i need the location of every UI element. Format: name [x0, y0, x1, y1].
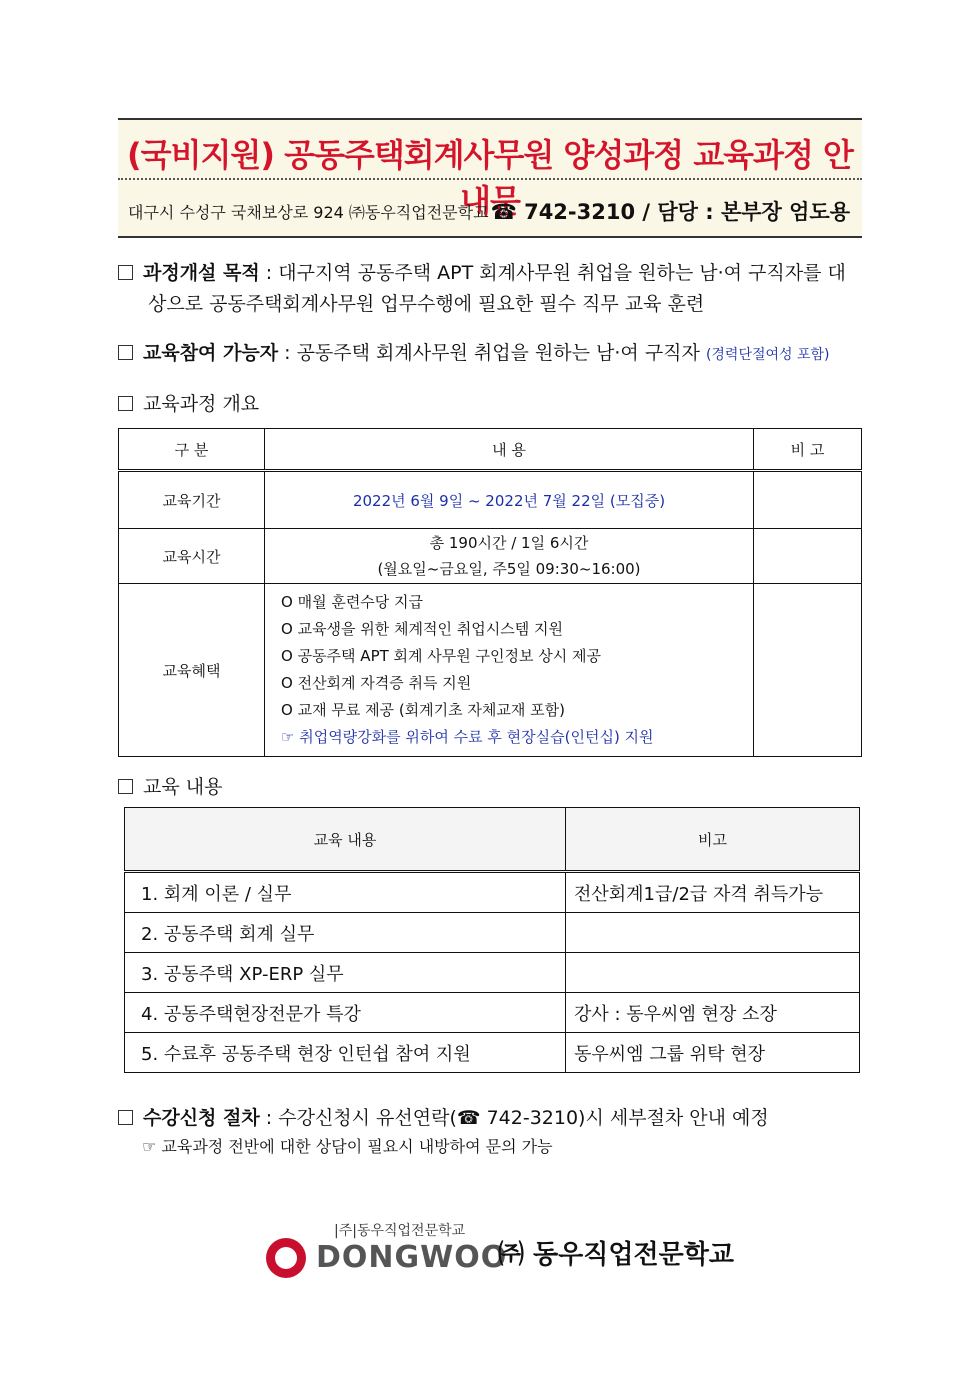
hours-line-1: 총 190시간 / 1일 6시간: [429, 534, 589, 552]
purpose-text: : 대구지역 공동주택 APT 회계사무원 취업을 원하는 남·여 구직자를 대: [259, 262, 846, 284]
hours-line-2: (월요일~금요일, 주5일 09:30~16:00): [377, 560, 641, 578]
content-note: [566, 953, 860, 993]
content-item: 1. 회계 이론 / 실무: [125, 872, 566, 913]
content-label: 교육 내용: [143, 776, 223, 798]
table-row: [125, 953, 860, 993]
apply-label: 수강신청 절차: [143, 1107, 260, 1129]
row-label: 교육기간: [119, 471, 265, 529]
header-address: 대구시 수성구 국채보상로 924 ㈜동우직업전문학교: [128, 203, 489, 222]
eligible-text: : 공동주택 회계사무원 취업을 원하는 남·여 구직자: [278, 342, 706, 364]
table-row: [119, 584, 862, 757]
content-item: 2. 공동주택 회계 실무: [125, 913, 566, 953]
table-header: 내 용: [265, 429, 754, 471]
header-phone: ☎ 742-3210 / 담당 : 본부장 엄도용: [490, 200, 850, 224]
table-row: [125, 872, 860, 913]
content-heading: [118, 772, 864, 803]
checkbox-icon: [118, 396, 133, 411]
benefit-extra: ☞ 취업역량강화를 위하여 수료 후 현장실습(인턴십) 지원: [281, 728, 654, 746]
content-item: 3. 공동주택 XP-ERP 실무: [125, 953, 566, 993]
footer-logo: [266, 1220, 746, 1280]
content-note: 전산회계1급/2급 자격 취득가능: [566, 872, 860, 913]
content-item: 4. 공동주택현장전문가 특강: [125, 993, 566, 1033]
benefit-item: O 교육생을 위한 체계적인 취업시스템 지원: [281, 620, 563, 638]
eligible-note: (경력단절여성 포함): [705, 347, 830, 363]
overview-label: 교육과정 개요: [143, 393, 260, 415]
note-cell: [754, 529, 862, 584]
purpose-section: [118, 258, 864, 320]
logo-small-text: |주|동우직업전문학교: [334, 1223, 466, 1239]
table-row: [119, 529, 862, 584]
table-row: [125, 993, 860, 1033]
benefit-item: O 매월 훈련수당 지급: [281, 593, 424, 611]
table-header: 비고: [566, 808, 860, 872]
header-box: [118, 118, 862, 238]
purpose-label: 과정개설 목적: [143, 262, 260, 284]
checkbox-icon: [118, 345, 133, 360]
page-title: (국비지원) 공동주택회계사무원 양성과정 교육과정 안내문: [127, 136, 853, 220]
row-label: 교육혜택: [119, 584, 265, 757]
overview-heading: [118, 389, 864, 420]
logo-korean-name: ㈜ 동우직업전문학교: [498, 1240, 734, 1270]
content-note: 동우씨엠 그룹 위탁 현장: [566, 1033, 860, 1073]
benefits-cell: [265, 584, 754, 757]
benefit-item: O 공동주택 APT 회계 사무원 구인정보 상시 제공: [281, 647, 601, 665]
benefit-item: O 교재 무료 제공 (회계기초 자체교재 포함): [281, 701, 565, 719]
logo-brand: DONGWOO: [316, 1240, 508, 1275]
overview-table: [118, 428, 862, 757]
eligible-label: 교육참여 가능자: [143, 342, 279, 364]
note-cell: [754, 471, 862, 529]
apply-text: : 수강신청시 유선연락(☎ 742-3210)시 세부절차 안내 예정: [259, 1107, 769, 1129]
table-header: 비 고: [754, 429, 862, 471]
note-cell: [754, 584, 862, 757]
content-note: [566, 913, 860, 953]
content-item: 5. 수료후 공동주택 현장 인턴쉽 참여 지원: [125, 1033, 566, 1073]
table-row: [125, 913, 860, 953]
checkbox-icon: [118, 1110, 133, 1125]
dotted-divider: [118, 178, 862, 180]
purpose-text-2: 상으로 공동주택회계사무원 업무수행에 필요한 필수 직무 교육 훈련: [148, 293, 705, 315]
checkbox-icon: [118, 265, 133, 280]
hours-cell: [265, 529, 754, 584]
logo-emblem-icon: [266, 1238, 306, 1278]
content-table: [124, 807, 860, 1073]
checkbox-icon: [118, 779, 133, 794]
period-value: 2022년 6월 9일 ~ 2022년 7월 22일 (모집중): [265, 471, 754, 529]
table-header: 교육 내용: [125, 808, 566, 872]
table-row: [119, 471, 862, 529]
apply-sub: ☞ 교육과정 전반에 대한 상담이 필요시 내방하여 문의 가능: [142, 1137, 553, 1156]
benefit-item: O 전산회계 자격증 취득 지원: [281, 674, 472, 692]
apply-section: [118, 1103, 864, 1160]
table-header: 구 분: [119, 429, 265, 471]
row-label: 교육시간: [119, 529, 265, 584]
table-row: [125, 1033, 860, 1073]
eligible-section: [118, 338, 864, 371]
content-note: 강사 : 동우씨엠 현장 소장: [566, 993, 860, 1033]
